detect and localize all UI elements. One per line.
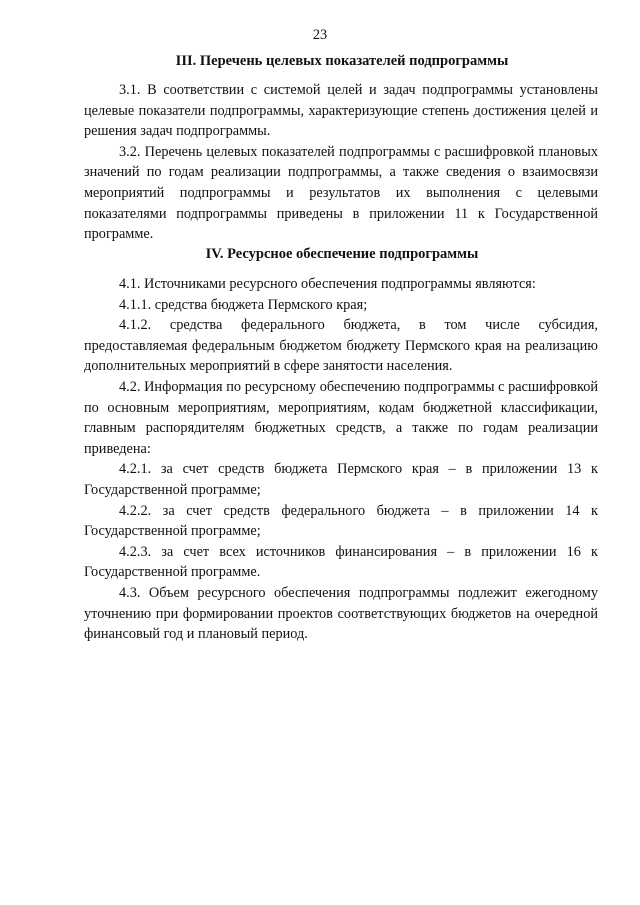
section-4-heading: IV. Ресурсное обеспечение подпрограммы <box>205 246 479 262</box>
page-number: 23 <box>312 27 328 43</box>
paragraph-3-2: 3.2. Перечень целевых показателей подпрограммы с расшифровкой плановых значений по годам реализации подпрограммы, а также сведения о взаимосвязи мероприятий подпрограммы и результатов их выполнения с целевыми показателями подпрограммы приведены в приложении 11 к Государственной программе. <box>84 143 598 243</box>
section-4-body <box>84 274 598 645</box>
paragraph-4-1: 4.1. Источниками ресурсного обеспечения подпрограммы являются: <box>119 276 536 292</box>
paragraph-4-1-1: 4.1.1. средства бюджета Пермского края; <box>119 296 368 313</box>
paragraph-4-2-3: 4.2.3. за счет всех источников финансирования – в приложении 16 к Государственной программе. <box>84 543 598 581</box>
paragraph-4-3: 4.3. Объем ресурсного обеспечения подпрограммы подлежит ежегодному уточнению при формировании проектов соответствующих бюджетов на очередной финансовый год и плановый период. <box>84 584 598 643</box>
paragraph-4-2-2: 4.2.2. за счет средств федерального бюджета – в приложении 14 к Государственной программе; <box>84 502 598 540</box>
section-3-heading: III. Перечень целевых показателей подпрограммы <box>175 53 509 69</box>
paragraph-4-1-2: 4.1.2. средства федерального бюджета, в том числе субсидия, предоставляемая федеральным бюджетом бюджету Пермского края на реализацию дополнительных мероприятий в сфере занятости населения. <box>84 317 598 375</box>
paragraph-4-2: 4.2. Информация по ресурсному обеспечению подпрограммы с расшифровкой по основным мероприятиям, мероприятиям, кодам бюджетной классификации, главным распорядителям бюджетных средств, а также по годам реализации приведена: <box>84 378 598 457</box>
section-3-body <box>84 80 598 245</box>
paragraph-4-2-1: 4.2.1. за счет средств бюджета Пермского края – в приложении 13 к Государственной программе; <box>84 461 598 498</box>
paragraph-3-1: 3.1. В соответствии с системой целей и задач подпрограммы установлены целевые показатели подпрограммы, характеризующие степень достижения целей и решения задач подпрограммы. <box>84 82 598 140</box>
